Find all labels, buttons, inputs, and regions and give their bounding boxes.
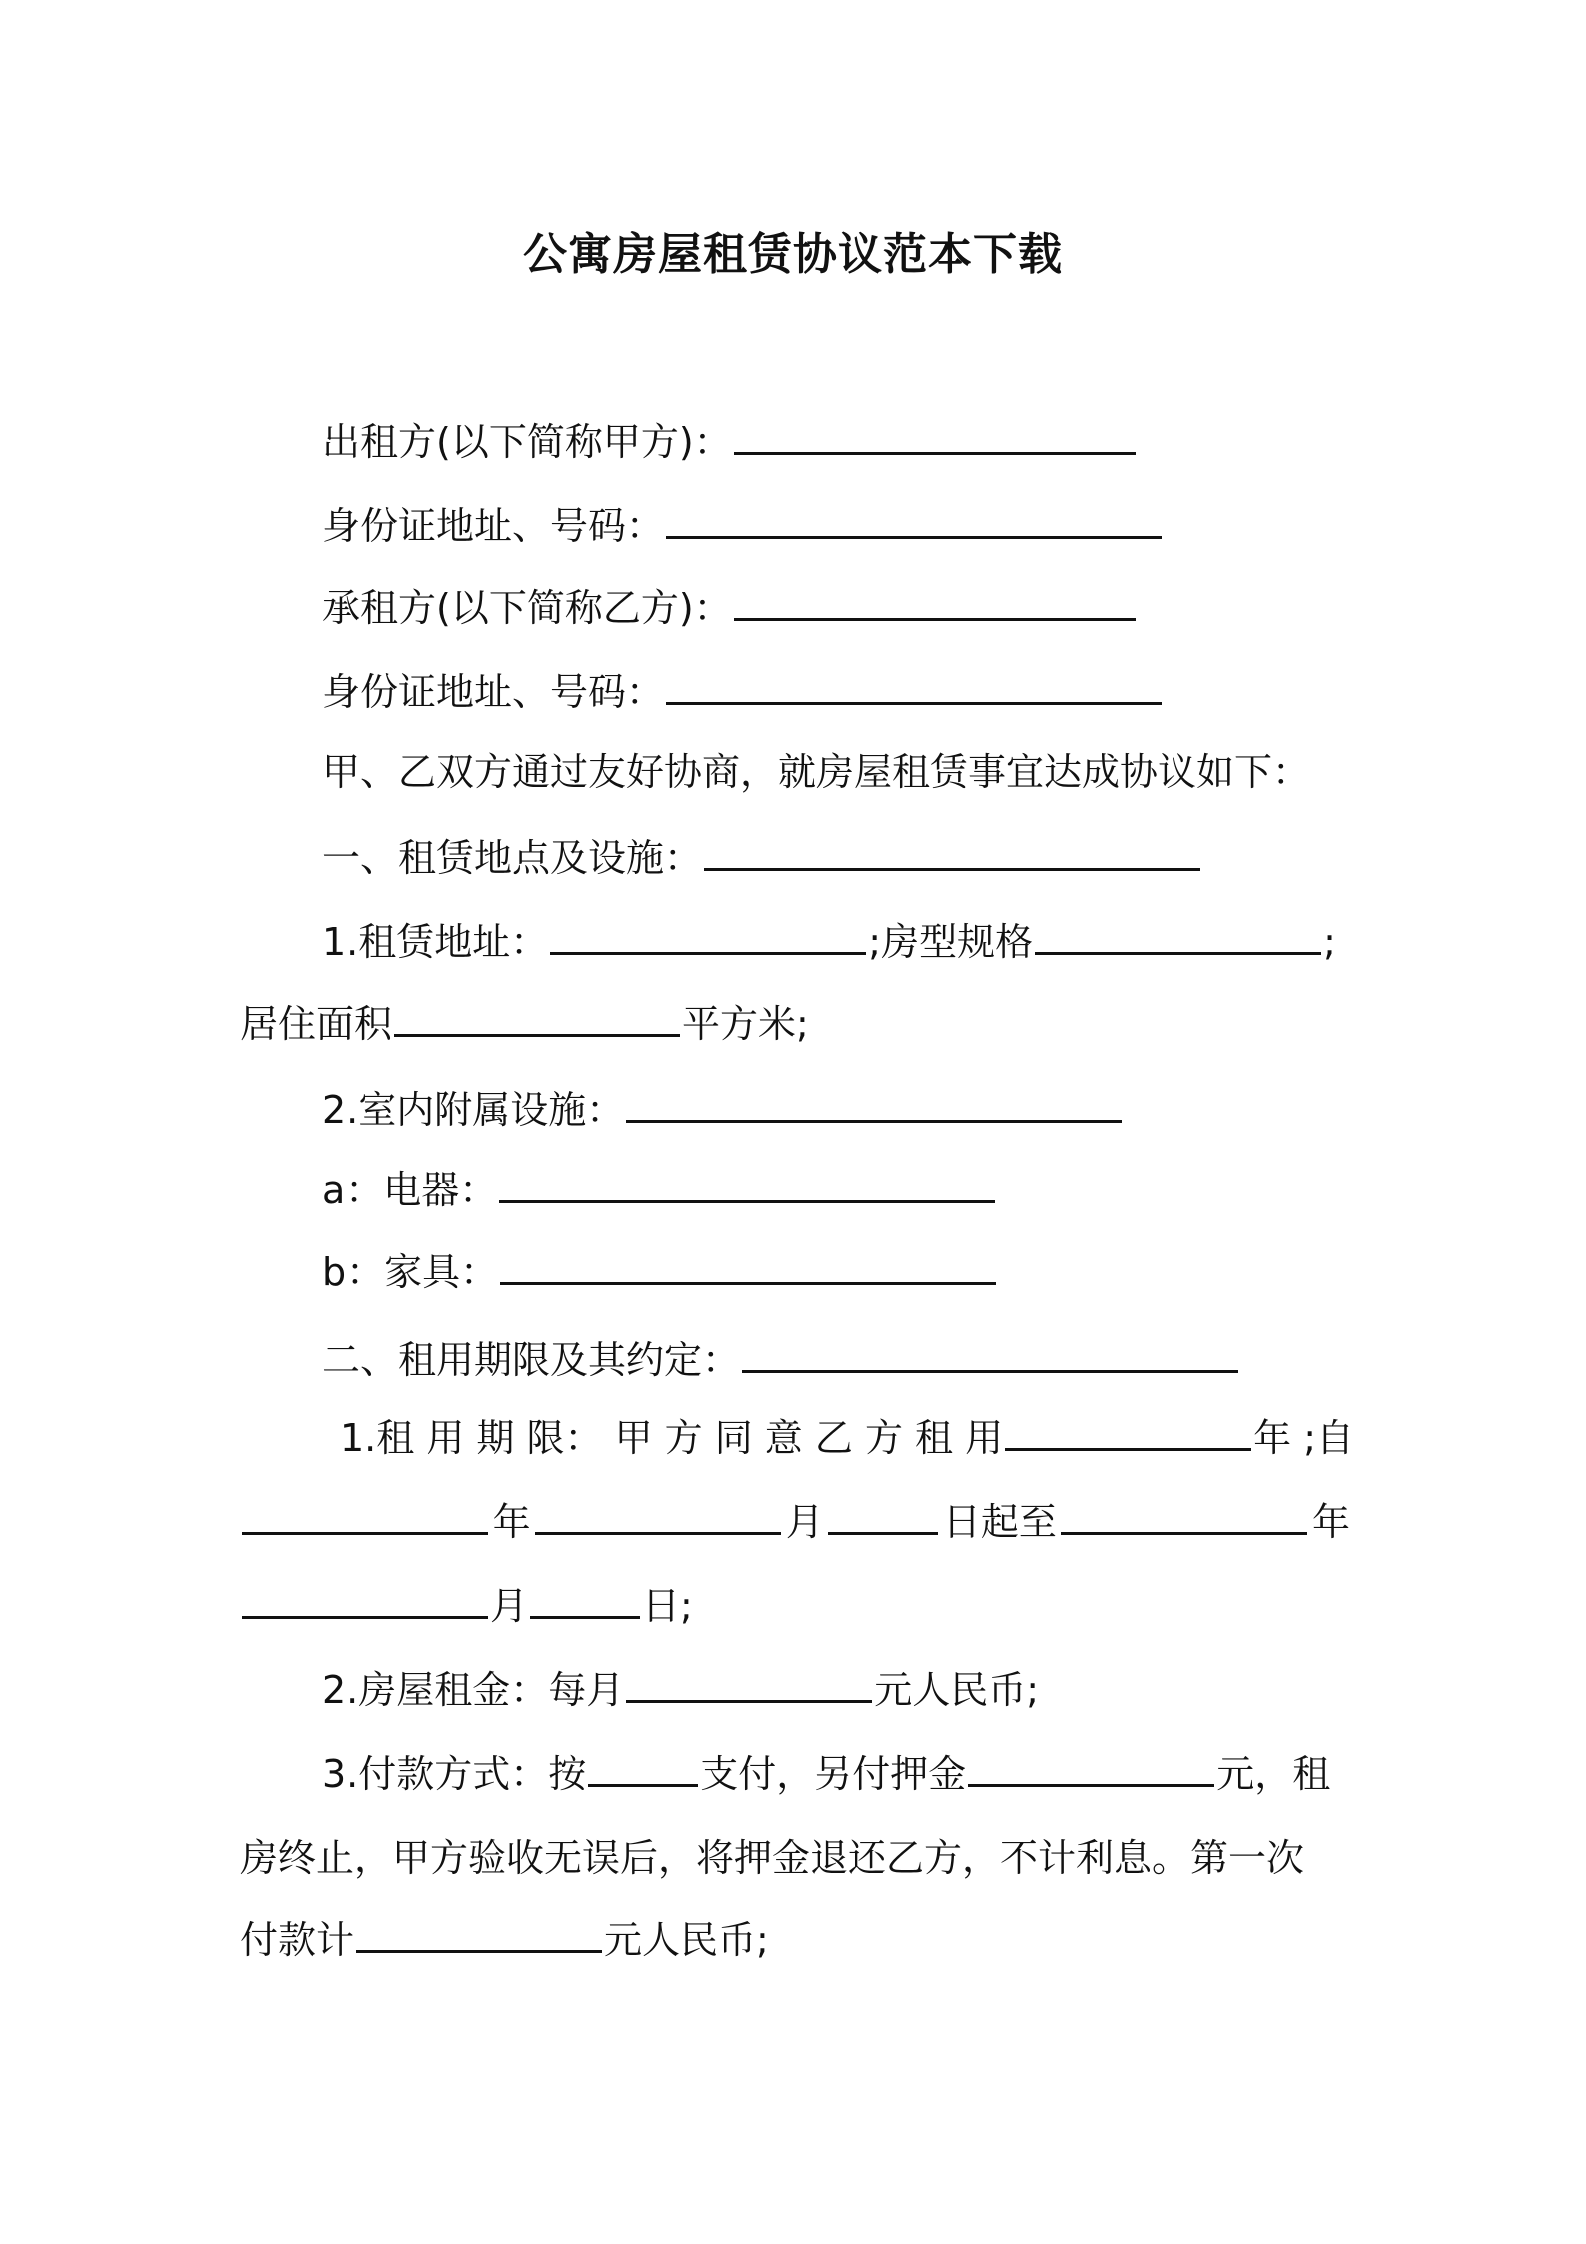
term-years-blank[interactable] [1005,1414,1251,1451]
payment-line [322,1750,1330,1798]
agreement-intro: 甲、乙双方通过友好协商，就房屋租赁事宜达成协议如下： [322,750,1311,794]
facilities-blank[interactable] [626,1086,1122,1123]
end-day-label: 日; [642,1584,693,1628]
first-payment-unit: 元人民币; [604,1918,769,1962]
payment-method-blank[interactable] [588,1750,698,1787]
lessor-label: 出租方(以下简称甲方)： [322,420,732,464]
start-year-blank[interactable] [242,1498,488,1535]
end-month-blank[interactable] [242,1582,488,1619]
rent-line [322,1666,1039,1714]
deposit-blank[interactable] [968,1750,1214,1787]
section2-heading: 二、租用期限及其约定： [322,1338,741,1382]
end-year-blank[interactable] [1061,1498,1307,1535]
room-type-blank[interactable] [1035,918,1321,955]
lessor-id-blank[interactable] [666,502,1162,539]
rent-unit: 元人民币; [874,1668,1040,1712]
furniture-line [322,1248,998,1296]
rental-address-blank[interactable] [550,918,866,955]
lessee-label: 承租方(以下简称乙方)： [322,586,732,630]
facilities-line [322,1086,1124,1134]
appliances-line [322,1166,997,1214]
lessee-blank[interactable] [734,584,1136,621]
lessee-id-line [322,668,1164,716]
start-month-blank[interactable] [535,1498,781,1535]
end-month-label: 月 [490,1584,529,1628]
facilities-label: 2.室内附属设施： [322,1088,625,1132]
term-line [340,1414,1354,1462]
end-year-label: 年 [1311,1500,1350,1544]
section1-heading-line [322,834,1202,882]
lessee-id-blank[interactable] [666,668,1162,705]
appliances-label: a：电器： [322,1168,498,1212]
section1-blank[interactable] [704,834,1200,871]
start-month-label: 月 [785,1500,824,1544]
room-type-semicolon: ; [1323,920,1336,964]
section1-heading: 一、租赁地点及设施： [322,836,703,880]
room-type-label: ;房型规格 [868,920,1034,964]
term-dates-line [240,1498,1350,1546]
payment-label: 3.付款方式：按 [322,1752,587,1796]
rental-address-line [322,918,1336,966]
start-day-blank[interactable] [828,1498,938,1535]
area-label: 居住面积 [240,1002,393,1046]
first-payment-blank[interactable] [356,1916,602,1953]
rental-address-label: 1.租赁地址： [322,920,549,964]
start-year-label: 年 [492,1500,531,1544]
furniture-label: b：家具： [322,1250,499,1294]
document-title: 公寓房屋租赁协议范本下载 [523,229,1063,280]
rent-label: 2.房屋租金：每月 [322,1668,625,1712]
term-prefix: 1.租 用 期 限： 甲 方 同 意 乙 方 租 用 [340,1416,1004,1460]
rent-blank[interactable] [626,1666,872,1703]
start-day-label: 日起至 [942,1500,1057,1544]
lessor-id-label: 身份证地址、号码： [322,504,665,548]
first-payment-label: 付款计 [240,1918,355,1962]
area-unit: 平方米; [682,1002,809,1046]
payment-yuan: 元，租 [1216,1752,1331,1796]
lessor-id-line [322,502,1164,550]
end-day-blank[interactable] [530,1582,640,1619]
term-year-from: 年 ;自 [1253,1416,1355,1460]
lessor-blank[interactable] [734,418,1136,455]
lessee-line [322,584,1138,632]
first-payment-line [240,1916,769,1964]
section2-heading-line [322,1336,1240,1384]
lessor-line [322,418,1138,466]
appliances-blank[interactable] [499,1166,995,1203]
payment-line2: 房终止，甲方验收无误后，将押金退还乙方，不计利息。第一次 [240,1836,1305,1880]
area-blank[interactable] [394,1000,680,1037]
area-line [240,1000,809,1048]
term-end-line [240,1582,693,1630]
payment-pay: 支付，另付押金 [700,1752,967,1796]
section2-blank[interactable] [742,1336,1238,1373]
lessee-id-label: 身份证地址、号码： [322,670,665,714]
furniture-blank[interactable] [500,1248,996,1285]
